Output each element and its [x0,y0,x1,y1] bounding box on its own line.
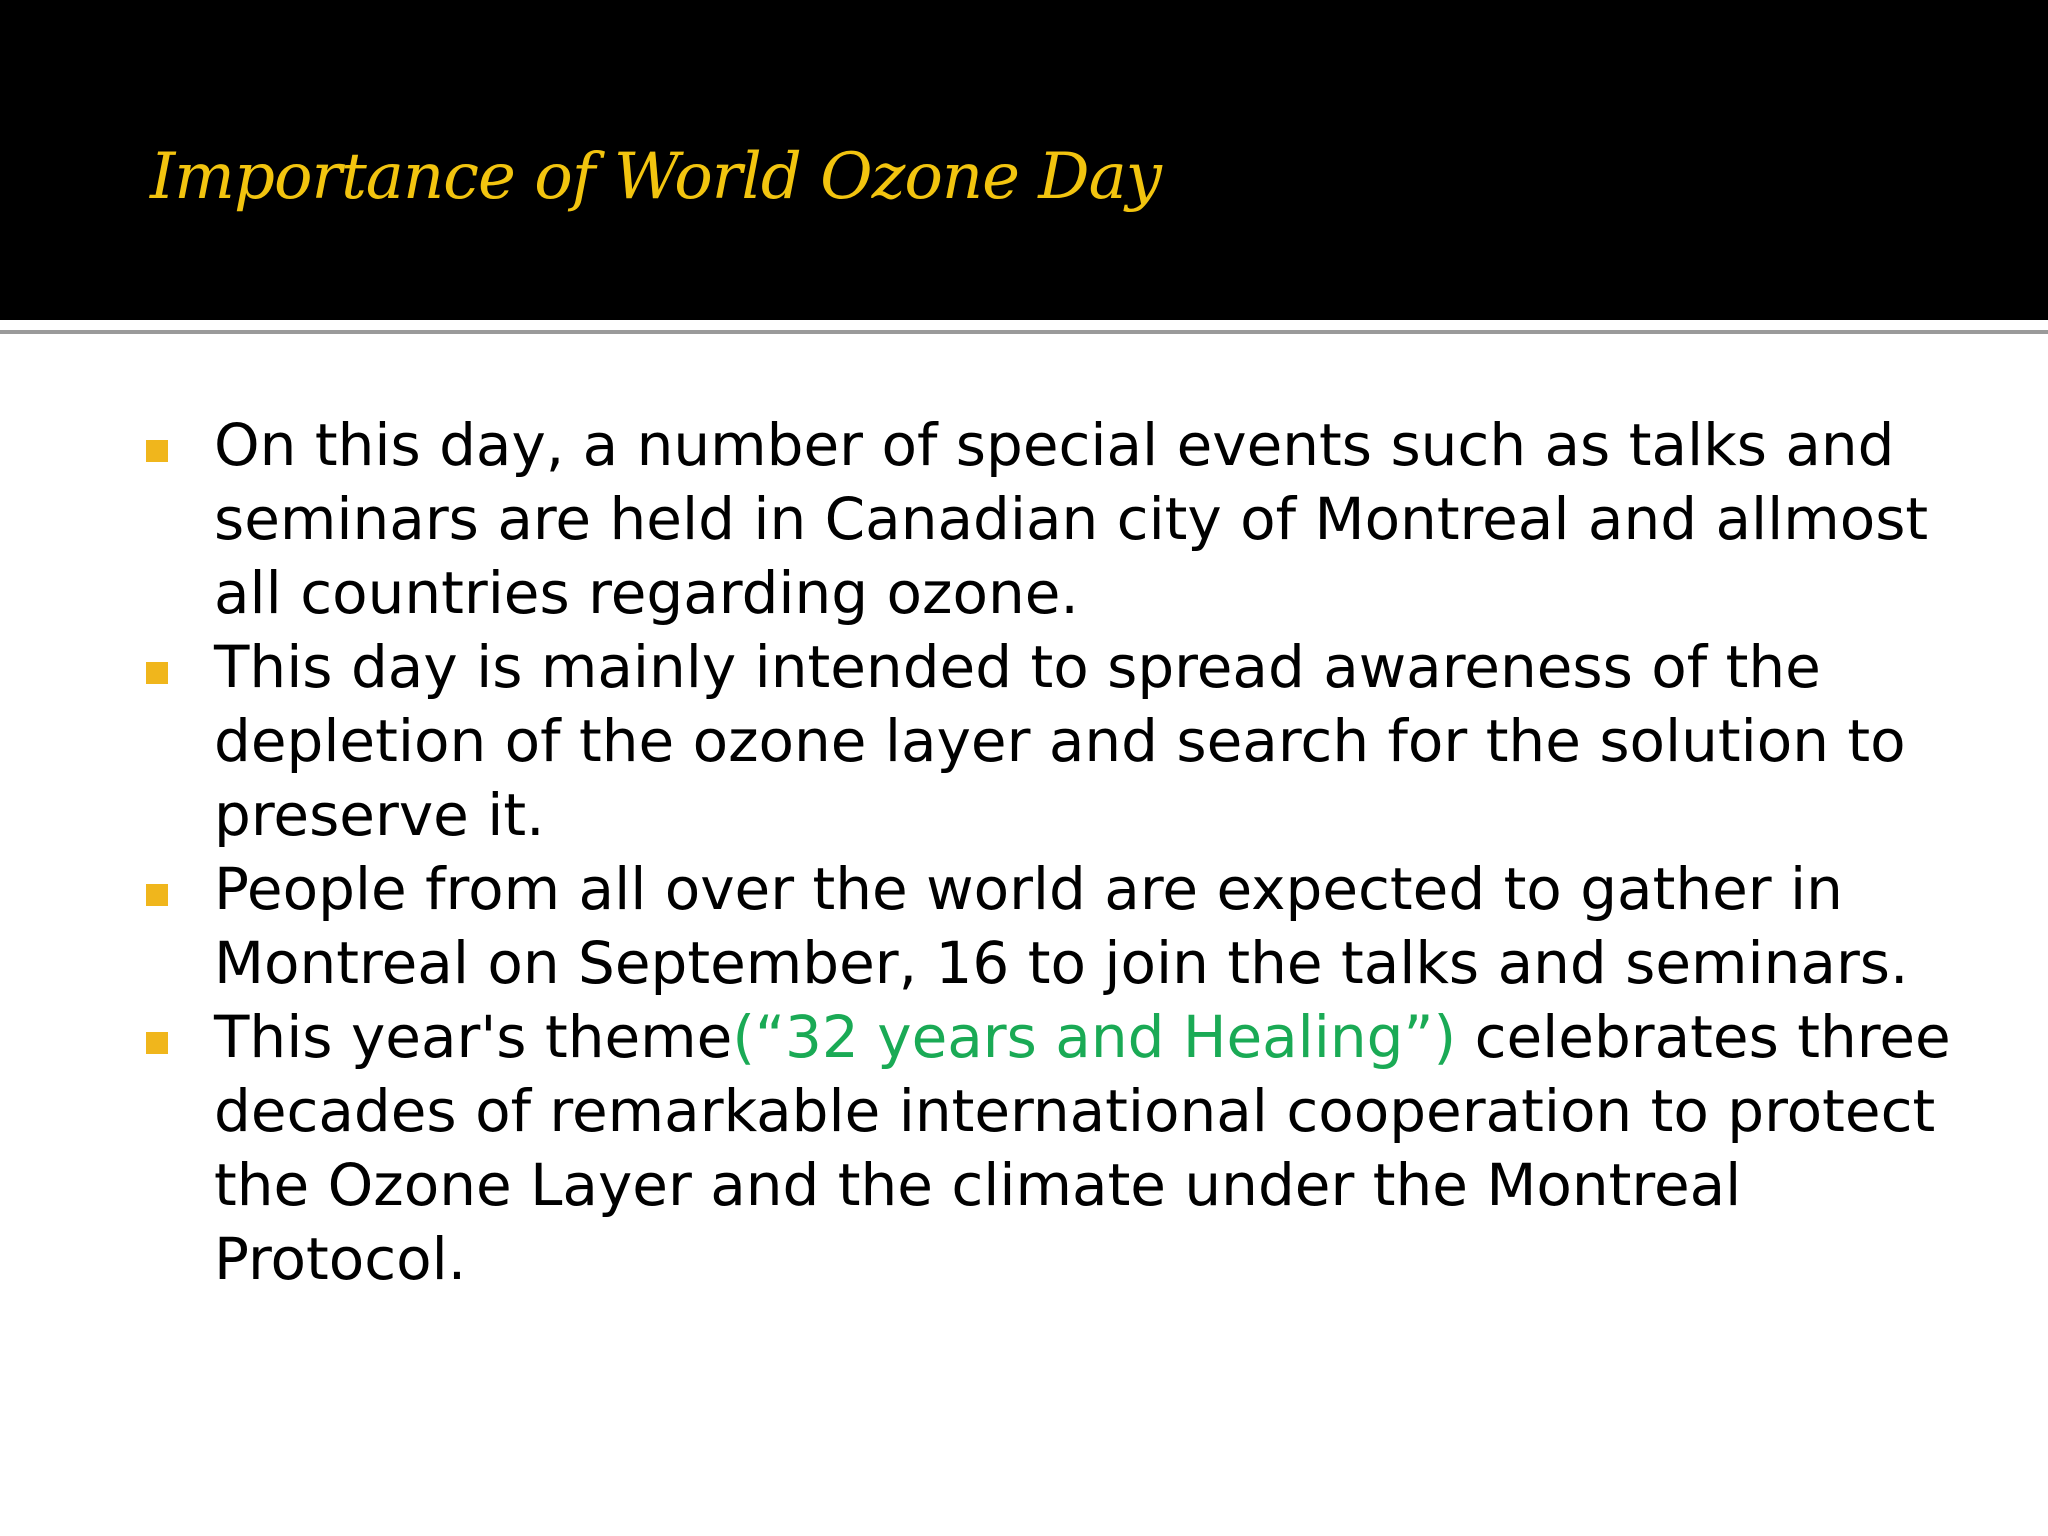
bullet-item-2 [142,630,2002,852]
bullet-text-1: On this day, a number of special events such as talks and seminars are held in Canadian city of Montreal and allmost all countries regarding ozone. [214,411,1929,627]
bullet-item-4 [142,1000,2002,1296]
square-bullet-icon [146,1032,168,1054]
bullet-item-3 [142,852,2002,1000]
bullet-item-1 [142,408,2002,630]
theme-highlight: (“32 years and Healing”) [732,1003,1457,1071]
square-bullet-icon [146,440,168,462]
bullet-list [142,408,2002,1296]
bullet-text-3: People from all over the world are expected to gather in Montreal on September, 16 to join the talks and seminars. [214,855,1909,997]
bullet-text-2: This day is mainly intended to spread awareness of the depletion of the ozone layer and search for the solution to preserve it. [214,633,1906,849]
square-bullet-icon [146,662,168,684]
bullet-text-4-after: celebrates three decades of remarkable international cooperation to protect the Ozone Layer and the climate under the Montreal Protocol. [214,1003,1951,1293]
title-band [0,0,2048,320]
slide-title: Importance of World Ozone Day [150,140,1161,214]
bullet-text-4-before: This year's theme [214,1003,733,1071]
title-divider [0,330,2048,334]
square-bullet-icon [146,884,168,906]
